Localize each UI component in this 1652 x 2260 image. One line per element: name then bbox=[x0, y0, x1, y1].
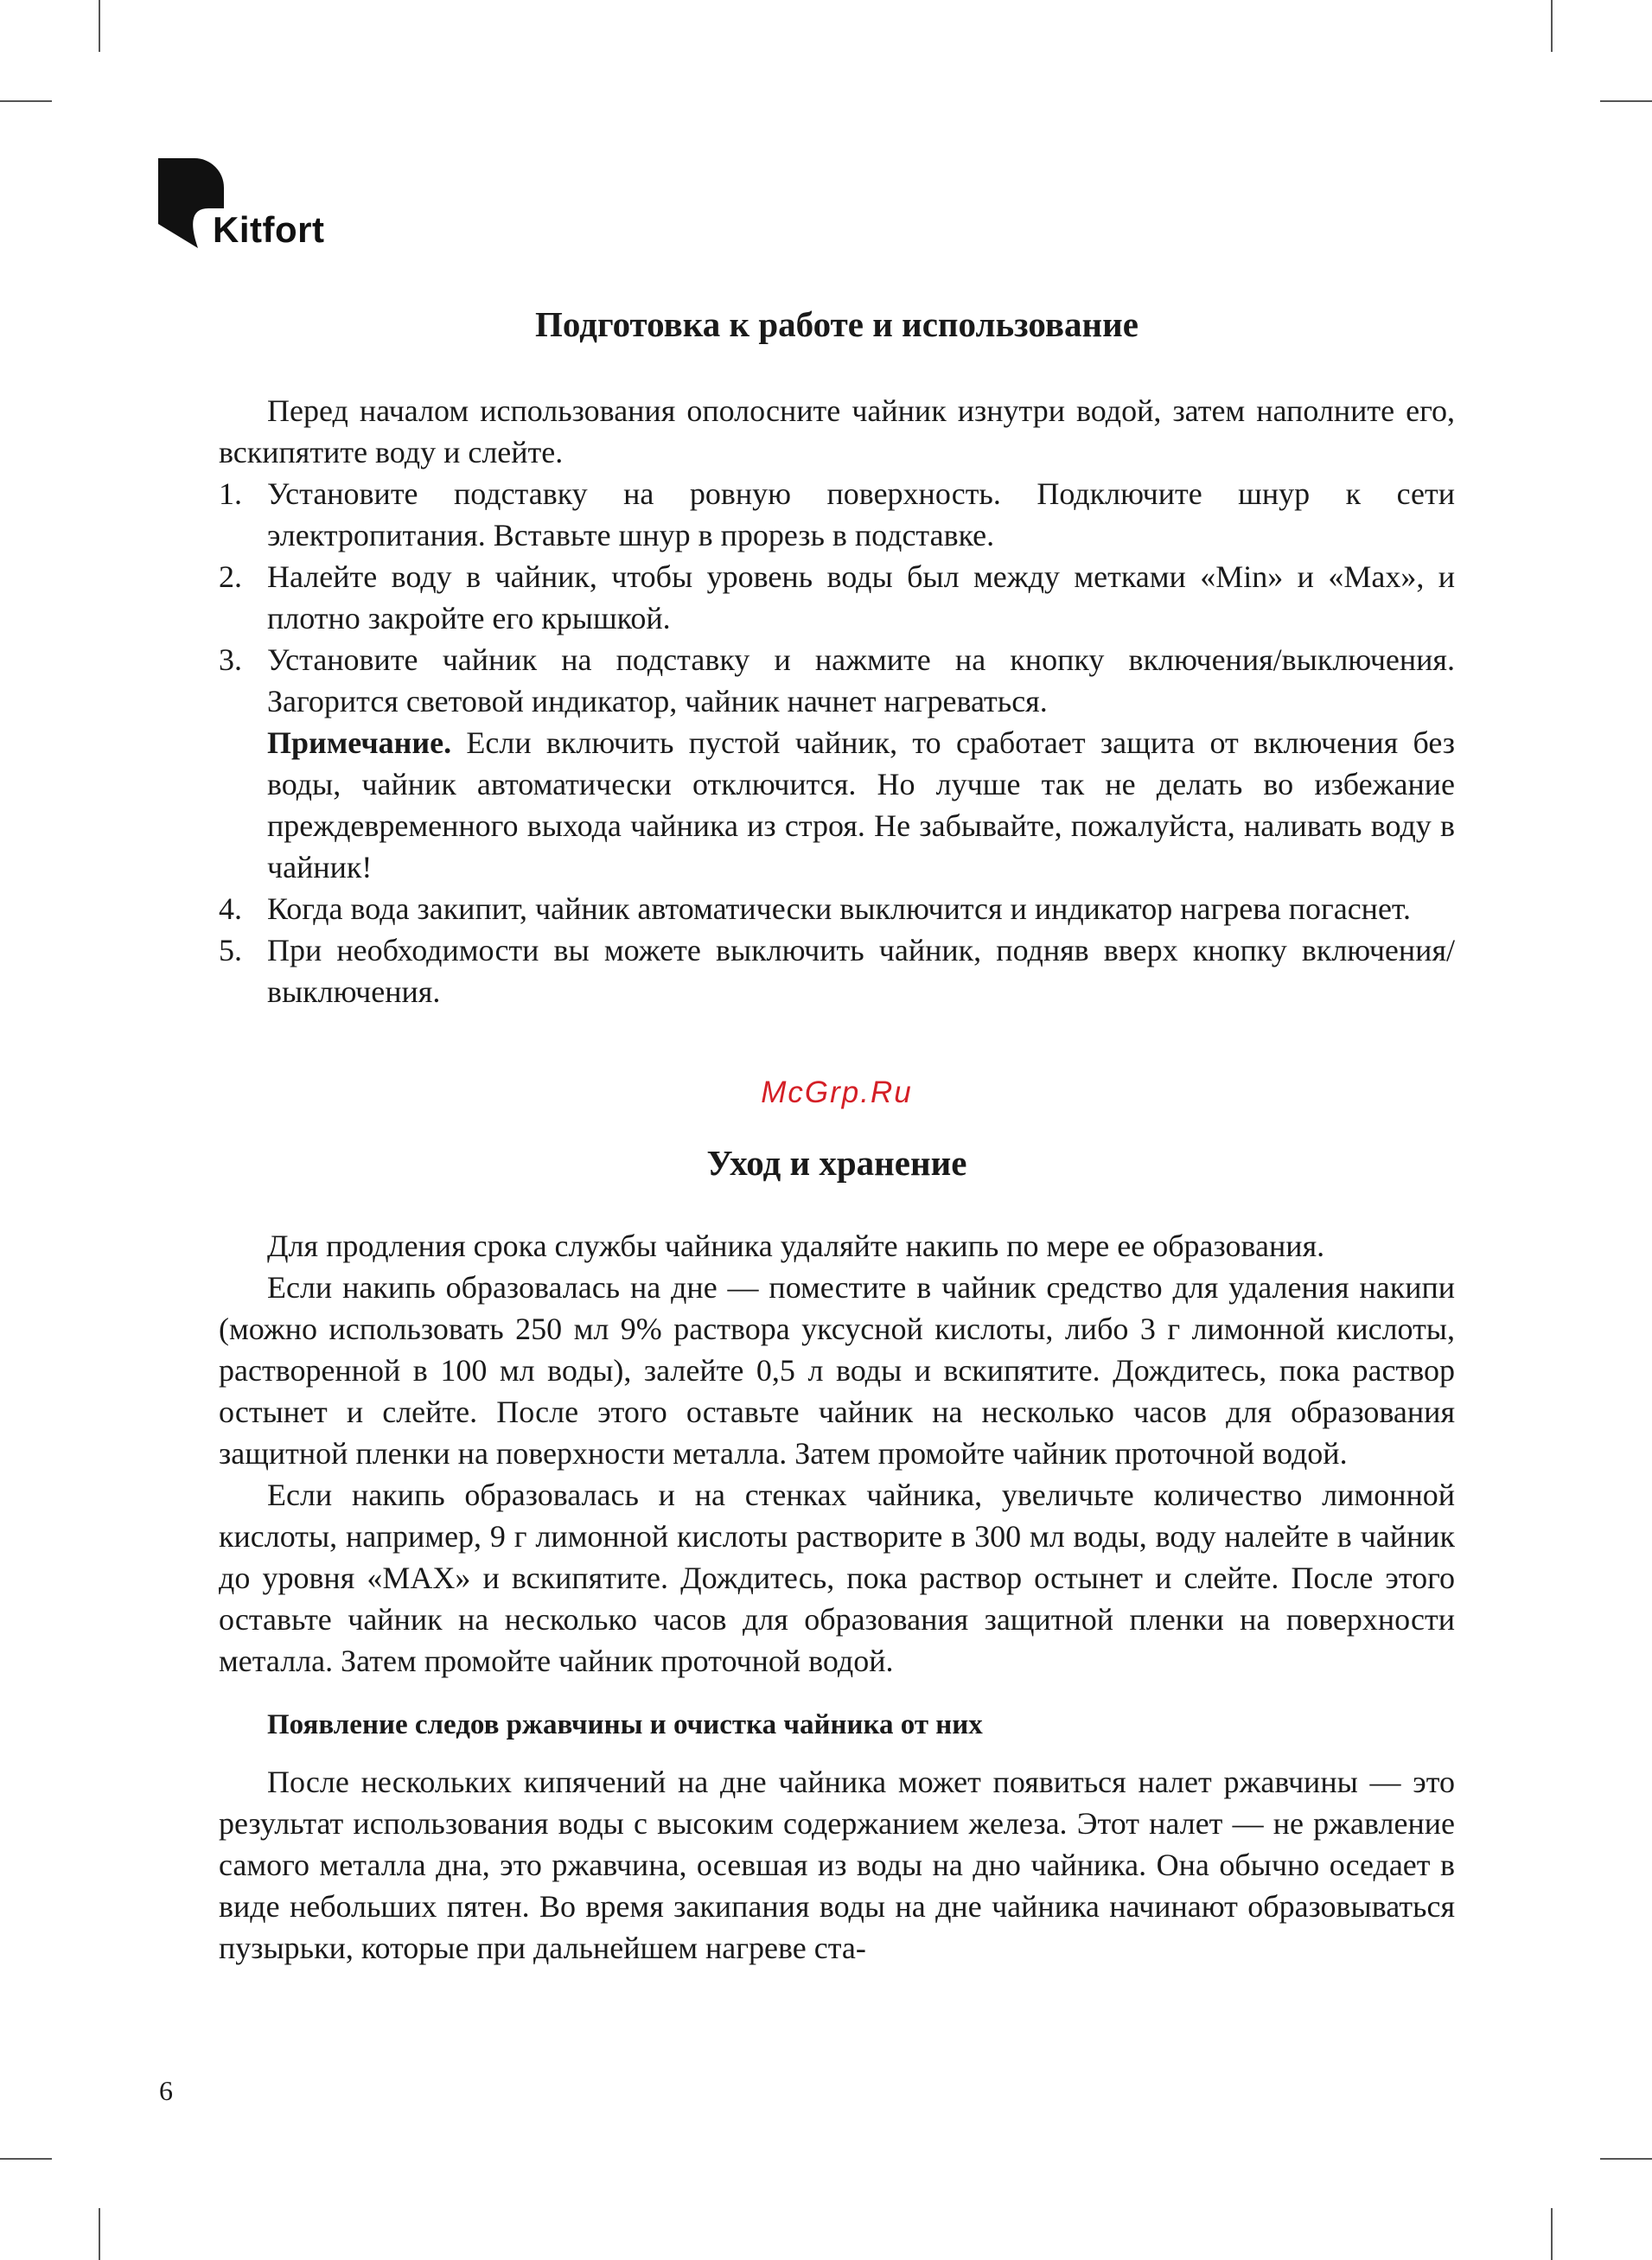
page-number: 6 bbox=[159, 2075, 173, 2106]
crop-mark bbox=[99, 0, 100, 52]
crop-mark bbox=[1600, 2158, 1652, 2160]
list-item: 4. Когда вода закипит, чайник автоматически выключится и индикатор нагрева погаснет. bbox=[219, 891, 1411, 926]
list-item: 1. Установите подставку на ровную поверхность. Подключите шнур к сети электропитания. Вставьте шнур в прорезь в подставке. bbox=[219, 476, 1455, 552]
care-paragraph-3: Если накипь образовалась и на стенках чайника, увеличьте количество лимонной кислоты, например, 9 г лимонной кислоты растворите в 300 мл воды, воду налейте в чайник до уровня «MAX» и вскипятите. Дождитесь, пока раствор остынет и слейте. После этого оставьте чайник на несколько часов для образования защитной пленки на поверхности металла. Затем промойте чайник проточной водой. bbox=[219, 1478, 1455, 1678]
list-item: 5. При необходимости вы можете выключить чайник, подняв вверх кнопку включения/выключения. bbox=[219, 933, 1455, 1009]
crop-mark bbox=[0, 2158, 52, 2160]
intro-paragraph: Перед началом использования ополосните чайник изнутри водой, затем наполните его, вскипятите воду и слейте. bbox=[219, 393, 1455, 469]
brand-name: Kitfort bbox=[213, 209, 325, 250]
rust-paragraph-1: После нескольких кипячений на дне чайника может появиться налет ржавчины — это результат использования воды с высоким содержанием железа. Этот налет — не ржавление самого металла дна, это ржавчина, осевшая из воды на дно чайника. Она обычно оседает в виде небольших пятен. Во время закипания воды на дне чайника начинают образовываться пузырьки, которые при дальнейшем нагреве ста- bbox=[219, 1765, 1455, 1965]
instruction-steps bbox=[219, 473, 1455, 1012]
crop-mark bbox=[1600, 100, 1652, 102]
note-label: Примечание. bbox=[267, 725, 452, 760]
watermark: McGrp.Ru bbox=[761, 1076, 913, 1109]
section-title-preparation: Подготовка к работе и использование bbox=[535, 304, 1139, 344]
list-item: 2. Налейте воду в чайник, чтобы уровень воды был между метками «Min» и «Max», и плотно закройте его крышкой. bbox=[219, 559, 1455, 635]
care-paragraph-2: Если накипь образовалась на дне — поместите в чайник средство для удаления накипи (можно использовать 250 мл 9% раствора уксусной кислоты, либо 3 г лимонной кислоты, растворенной в 100 мл воды), залейте 0,5 л воды и вскипятите. Дождитесь, пока раствор остынет и слейте. После этого оставьте чайник на несколько часов для образования защитной пленки на поверхности металла. Затем промойте чайник проточной водой. bbox=[219, 1270, 1455, 1471]
crop-mark bbox=[99, 2208, 100, 2260]
care-paragraph-1: Для продления срока службы чайника удаляйте накипь по мере ее образования. bbox=[267, 1229, 1325, 1263]
note-text: Если включить пустой чайник, то сработает защита от включения без воды, чайник автоматически отключится. Но лучше так не делать во избежание преждевременного выхода чайника из строя. Не забывайте, пожалуйста, наливать воду в чайник! bbox=[267, 725, 1455, 884]
section-title-care: Уход и хранение bbox=[706, 1143, 967, 1183]
page-content bbox=[219, 298, 1455, 1969]
list-item: 3. Установите чайник на подставку и нажмите на кнопку включения/выключения. Загорится световой индикатор, чайник начнет нагреваться. Примечание. Если включить пустой чайник, то сработает защита от включения без воды, чайник автоматически отключится. Но лучше так не делать во избежание преждевременного выхода чайника из строя. Не забывайте, пожалуйста, наливать воду в чайник! bbox=[219, 642, 1455, 884]
section-title-rust: Появление следов ржавчины и очистка чайника от них bbox=[267, 1709, 983, 1740]
crop-mark bbox=[1551, 2208, 1553, 2260]
crop-mark bbox=[1551, 0, 1553, 52]
crop-mark bbox=[0, 100, 52, 102]
